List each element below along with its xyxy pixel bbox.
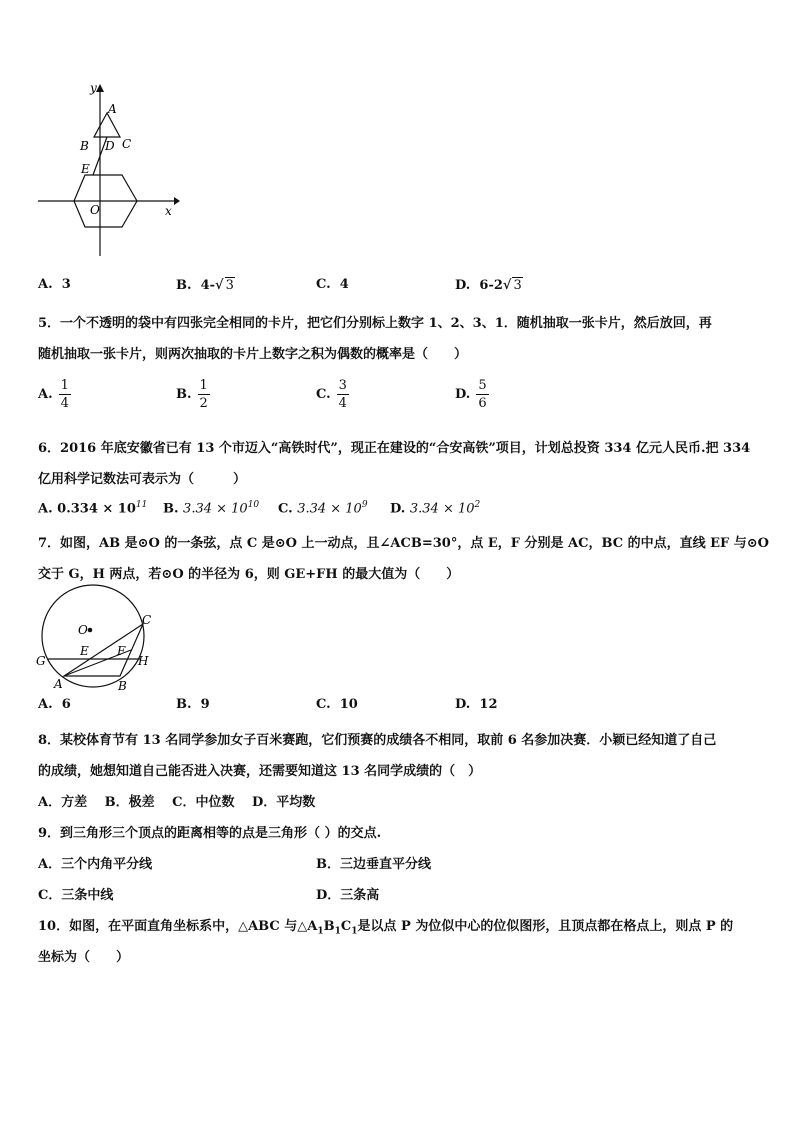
q7-option-c: C. 10 [316, 697, 358, 712]
q8-line-2: 的成绩，她想知道自己能否进入决赛，还需要知道这 13 名同学成绩的（ ） [38, 764, 482, 779]
x-axis-arrow-icon [174, 197, 180, 205]
q4-option-c: C. 4 [316, 277, 349, 292]
label-g: G [36, 654, 46, 668]
q7-option-d: D. 12 [455, 697, 498, 712]
q10-line-2: 坐标为（ ） [38, 950, 130, 965]
label-b: B [118, 679, 127, 692]
q7-option-b: B. 9 [176, 697, 210, 712]
label-o: O [90, 203, 100, 217]
q7-line-1: 7．如图，AB 是⊙O 的一条弦，点 C 是⊙O 上一动点，且∠ACB=30°，点 E，F 分别是 AC，BC 的中点，直线 EF 与⊙O [38, 536, 769, 551]
q7-option-a: A. 6 [38, 697, 71, 712]
q6-line-2: 亿用科学记数法可表示为（ ） [38, 472, 247, 487]
sqrt-icon: √ [502, 278, 512, 293]
label-b: B [80, 139, 89, 153]
q5-option-d: D. $\frac{5}{6}$ [455, 378, 487, 411]
q6-option-c: C. $3.34 \times 10^9$ [278, 500, 368, 517]
q9-option-d: D．三条高 [316, 888, 380, 903]
label-e: E [81, 162, 90, 176]
label-c: C [122, 137, 132, 151]
q6-option-d: D. $3.34 \times 10^2$ [390, 500, 481, 517]
label-c: C [142, 613, 152, 627]
q9-option-a: A．三个内角平分线 [38, 857, 153, 872]
triangle-abc [94, 113, 120, 137]
q4-figure [34, 80, 184, 260]
q8-line-1: 8．某校体育节有 13 名同学参加女子百米赛跑，它们预赛的成绩各不相同，取前 6 名参加决赛．小颖已经知道了自己 [38, 733, 717, 748]
label-h: H [138, 654, 149, 668]
q8-options: A．方差 B．极差 C．中位数 D．平均数 [38, 795, 316, 810]
label-a: A [54, 677, 63, 691]
q6-option-a: A. $0.334 \times 10^{11}$ [38, 500, 148, 517]
q10-line-1: 10．如图，在平面直角坐标系中，△ABC 与$\triangle A_1B_1C_1$是以点 P 为位似中心的位似图形，且顶点都在格点上，则点 P 的 [38, 919, 734, 937]
sqrt-icon: √ [215, 278, 224, 293]
q5-option-a: A. $\frac{1}{4}$ [38, 378, 69, 411]
circle-o [42, 585, 144, 687]
label-y: y [90, 81, 97, 95]
q4-option-a: A. 3 [38, 277, 71, 292]
label-a: A [108, 102, 117, 116]
q9-option-c: C．三条中线 [38, 888, 114, 903]
y-axis-arrow-icon [96, 84, 104, 92]
label-f: F [117, 644, 126, 658]
q6-option-b: B. $3.34 \times 10^{10}$ [163, 500, 260, 517]
q5-option-c: C. $\frac{3}{4}$ [316, 378, 347, 411]
q7-line-2: 交于 G，H 两点，若⊙O 的半径为 6，则 GE+FH 的最大值为（ ） [38, 567, 460, 582]
center-dot [88, 628, 93, 633]
q5-line-1: 5．一个不透明的袋中有四张完全相同的卡片，把它们分别标上数字 1、2、3、1．随机抽取一张卡片，然后放回，再 [38, 316, 712, 331]
q6-line-1: 6．2016 年底安徽省已有 13 个市迈入“高铁时代”，现正在建设的“合安高铁”项目，计划总投资 334 亿元人民币.把 334 [38, 441, 751, 456]
q9-line-1: 9．到三角形三个顶点的距离相等的点是三角形（ ）的交点. [38, 826, 382, 841]
label-d: D [105, 139, 115, 153]
label-o: O [78, 623, 88, 637]
q9-option-b: B．三边垂直平分线 [316, 857, 431, 872]
label-x: x [165, 204, 172, 218]
q5-line-2: 随机抽取一张卡片，则两次抽取的卡片上数字之积为偶数的概率是（ ） [38, 347, 468, 362]
label-e: E [80, 644, 89, 658]
q4-option-d: D. 6-2√ 3 [455, 278, 522, 293]
q5-option-b: B. $\frac{1}{2}$ [176, 378, 208, 411]
q7-figure [34, 584, 156, 692]
triangle-abc [64, 624, 143, 676]
q4-option-b: B. 4-√ 3 [176, 278, 234, 293]
